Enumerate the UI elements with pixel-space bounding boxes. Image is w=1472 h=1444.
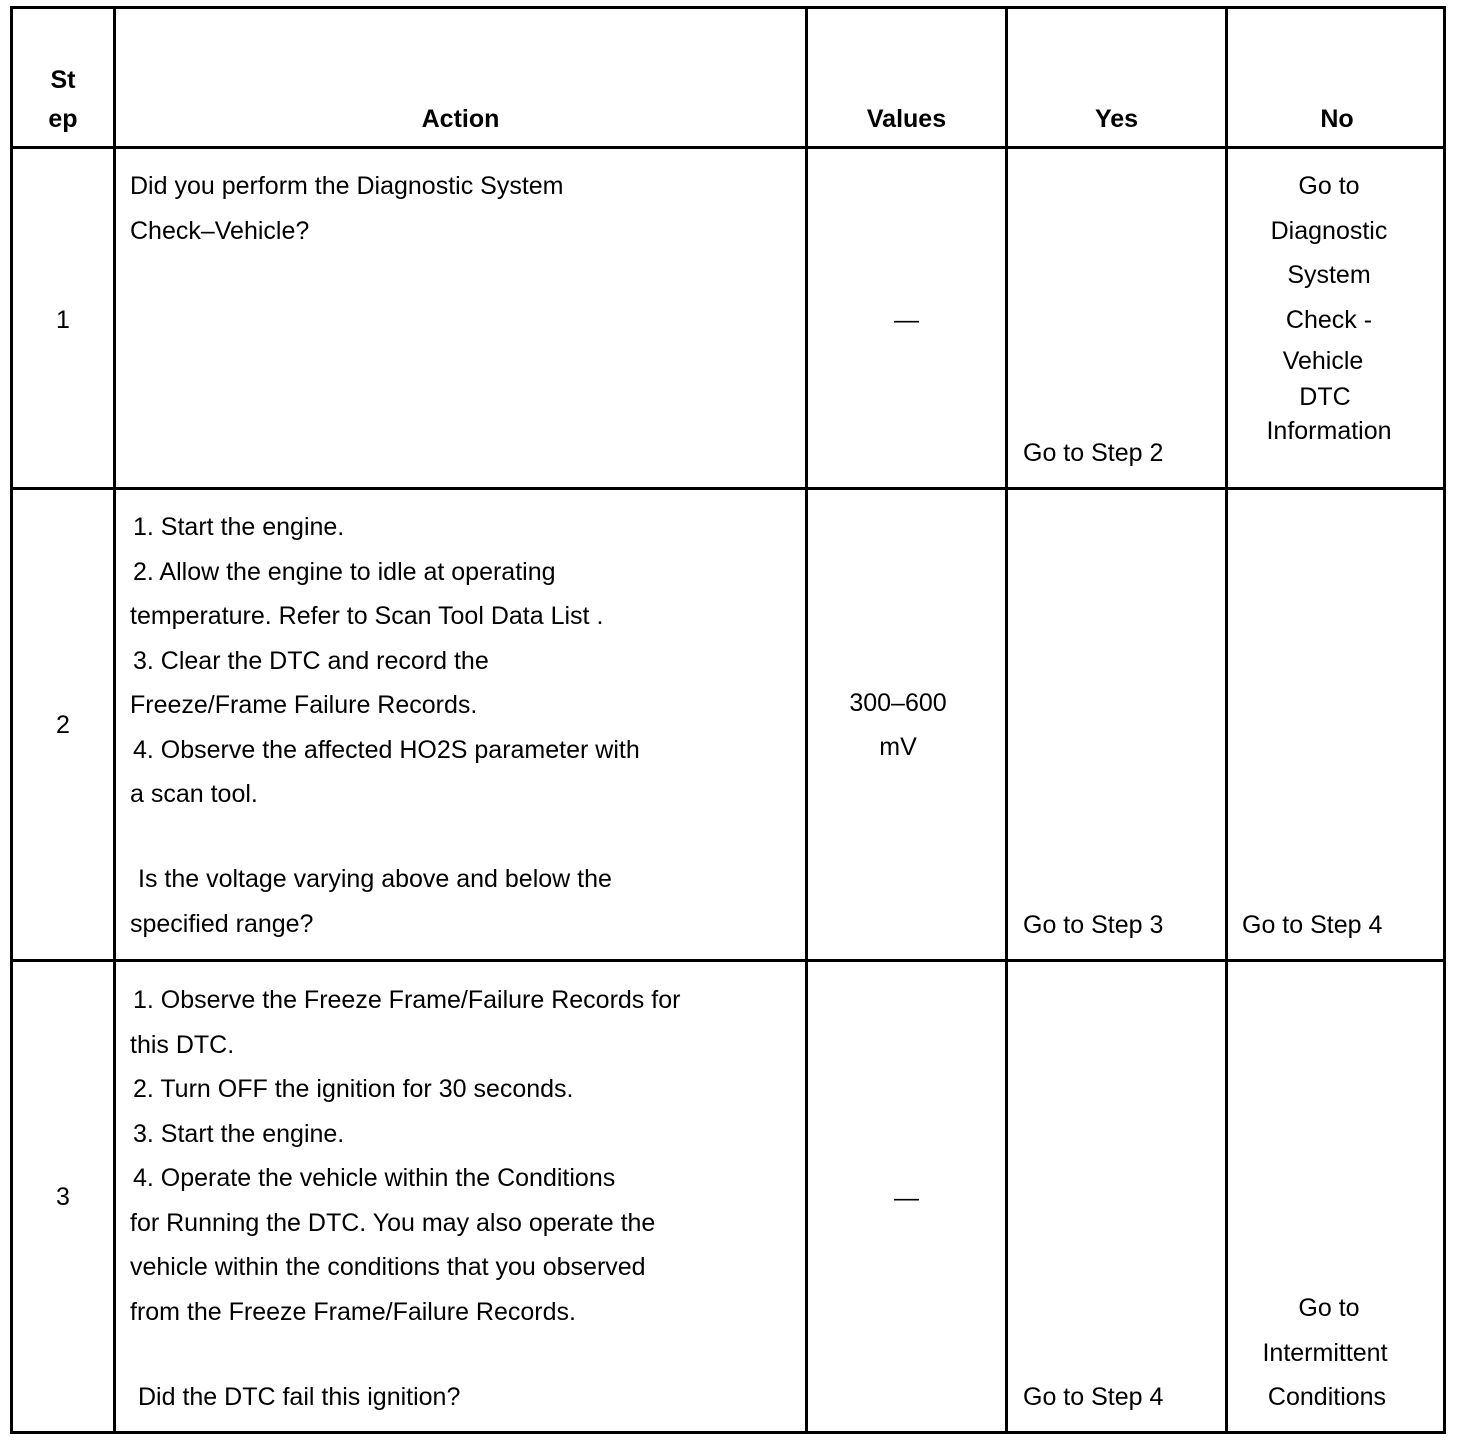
action-line: 4. Observe the affected HO2S parameter with — [133, 735, 640, 764]
row-divider — [13, 959, 1443, 962]
action-line: 2. Turn OFF the ignition for 30 seconds. — [133, 1075, 574, 1103]
action-line: a scan tool. — [130, 780, 258, 808]
no-line: Go to — [1298, 172, 1360, 200]
header-step — [13, 61, 113, 139]
action-line: from the Freeze Frame/Failure Records. — [130, 1297, 576, 1326]
yes-cell: Go to Step 2 — [1023, 439, 1164, 467]
action-line: Freeze/Frame Failure Records. — [130, 691, 478, 719]
header-yes: Yes — [1094, 105, 1139, 133]
value-cell: 300–600 — [849, 689, 947, 717]
action-line: 1. Start the engine. — [133, 513, 345, 541]
no-line: Go to — [1298, 1294, 1360, 1322]
action-line: vehicle within the conditions that you observed — [130, 1253, 646, 1281]
no-line: Diagnostic — [1270, 216, 1388, 245]
no-line: Check - — [1285, 305, 1373, 334]
action-line: 2. Allow the engine to idle at operating — [133, 557, 556, 586]
header-step-line1: St — [50, 66, 76, 94]
action-question: Is the voltage varying above and below the — [138, 865, 612, 893]
action-question: Did the DTC fail this ignition? — [138, 1383, 461, 1411]
action-question: specified range? — [130, 910, 314, 938]
step-number: 2 — [56, 711, 70, 739]
action-line: Check–Vehicle? — [130, 216, 310, 245]
column-divider — [1005, 9, 1008, 1431]
action-line: 3. Clear the DTC and record the — [133, 646, 489, 675]
row-divider — [13, 146, 1443, 149]
value-cell-unit: mV — [879, 733, 917, 761]
action-line: Did you perform the Diagnostic System — [130, 172, 564, 200]
header-values: Values — [866, 105, 947, 133]
no-line: Vehicle — [1282, 347, 1364, 375]
no-line: Intermittent — [1262, 1338, 1388, 1367]
action-line: 1. Observe the Freeze Frame/Failure Records for — [133, 986, 681, 1014]
no-line: System — [1287, 261, 1371, 289]
action-line: this DTC. — [130, 1030, 235, 1059]
diagnostic-table — [10, 6, 1446, 1434]
no-line: DTC — [1299, 383, 1351, 411]
row-divider — [13, 487, 1443, 490]
no-line: Information — [1266, 417, 1392, 445]
value-cell: — — [894, 1184, 919, 1212]
value-cell: — — [894, 306, 919, 334]
no-cell: Go to Step 4 — [1242, 911, 1383, 939]
yes-cell: Go to Step 3 — [1023, 911, 1164, 939]
action-line: 3. Start the engine. — [133, 1119, 345, 1148]
action-line: 4. Operate the vehicle within the Conditions — [133, 1164, 616, 1192]
step-number: 3 — [56, 1183, 70, 1211]
header-step-line2: ep — [48, 105, 78, 133]
no-line: Conditions — [1267, 1383, 1387, 1411]
action-line: temperature. Refer to Scan Tool Data List . — [130, 602, 604, 630]
yes-cell: Go to Step 4 — [1023, 1383, 1164, 1411]
header-no: No — [1320, 105, 1354, 133]
action-line: for Running the DTC. You may also operate the — [130, 1208, 656, 1237]
column-divider — [113, 9, 116, 1431]
header-action: Action — [421, 105, 500, 133]
step-number: 1 — [56, 306, 70, 334]
